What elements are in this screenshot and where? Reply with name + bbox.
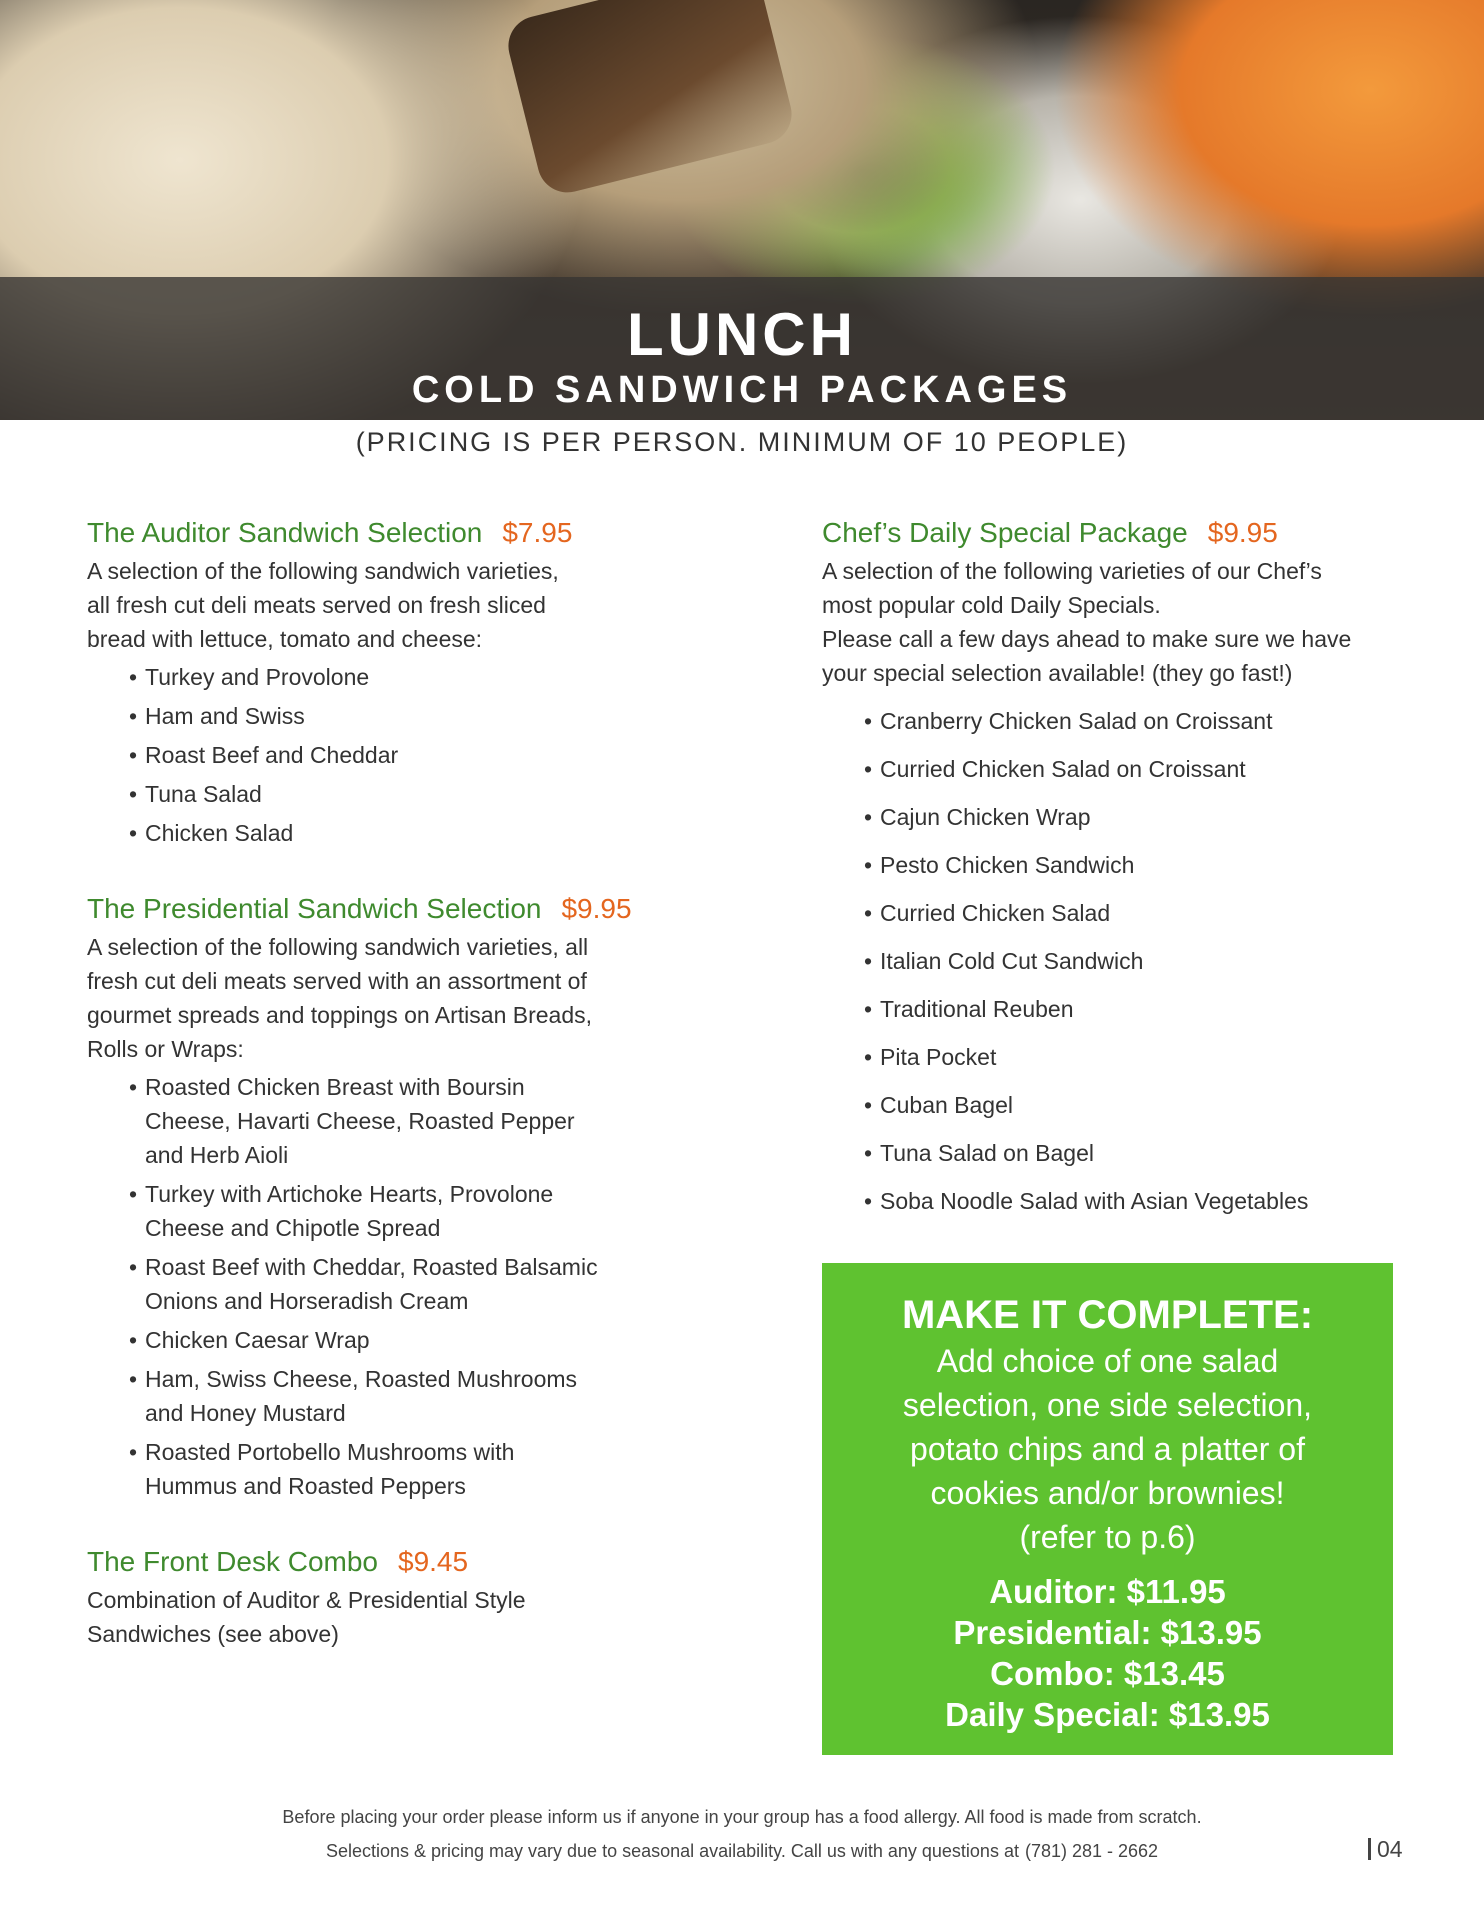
- right-column: [822, 512, 1422, 1256]
- desc-line: all fresh cut deli meats served on fresh sliced: [87, 592, 546, 618]
- complete-price-combo: Combo: $13.45: [990, 1655, 1225, 1692]
- item-line: Turkey with Artichoke Hearts, Provolone: [145, 1181, 554, 1207]
- presidential-price: $9.95: [561, 893, 632, 924]
- auditor-items: [87, 660, 727, 850]
- complete-line: potato chips and a platter of: [910, 1431, 1305, 1467]
- hero-photo-sandwich: [0, 0, 1484, 420]
- auditor-title: The Auditor Sandwich Selection: [87, 517, 483, 548]
- presidential-description: [87, 930, 727, 1066]
- complete-line: cookies and/or brownies!: [930, 1475, 1285, 1511]
- footer-availability-note: Selections & pricing may vary due to seasonal availability. Call us with any questions at: [325, 1841, 1019, 1861]
- presidential-title: The Presidential Sandwich Selection: [87, 893, 542, 924]
- combo-heading: [87, 1541, 727, 1583]
- auditor-heading: [87, 512, 727, 554]
- list-item: • Tuna Salad on Bagel: [864, 1136, 1422, 1170]
- list-item: • Pesto Chicken Sandwich: [864, 848, 1422, 882]
- footer: [0, 1800, 1484, 1868]
- chef-section: [822, 512, 1422, 1218]
- desc-line: gourmet spreads and toppings on Artisan Breads,: [87, 1002, 593, 1028]
- auditor-description: [87, 554, 727, 656]
- make-it-complete-box: [822, 1263, 1393, 1755]
- complete-price-presidential: Presidential: $13.95: [953, 1614, 1262, 1651]
- desc-line: A selection of the following varieties of our Chef’s: [822, 558, 1322, 584]
- desc-line: Please call a few days ahead to make sure we have: [822, 626, 1352, 652]
- complete-price-daily-special: Daily Special: $13.95: [945, 1696, 1270, 1733]
- list-item: • Traditional Reuben: [864, 992, 1422, 1026]
- list-item: • Turkey and Provolone: [129, 660, 727, 694]
- list-item: [129, 1435, 727, 1503]
- list-item: • Curried Chicken Salad: [864, 896, 1422, 930]
- combo-price: $9.45: [398, 1546, 469, 1577]
- bread-crust-graphic: [502, 0, 798, 199]
- page-title: LUNCH: [627, 301, 857, 368]
- pricing-note: (PRICING IS PER PERSON. MINIMUM OF 10 PEOPLE): [355, 427, 1129, 457]
- chef-items: [822, 704, 1422, 1218]
- desc-line: Combination of Auditor & Presidential Style: [87, 1587, 526, 1613]
- auditor-section: [87, 512, 727, 850]
- list-item: • Tuna Salad: [129, 777, 727, 811]
- list-item: [129, 1177, 727, 1245]
- list-item: • Cuban Bagel: [864, 1088, 1422, 1122]
- desc-line: fresh cut deli meats served with an assortment of: [87, 968, 587, 994]
- chef-heading: [822, 512, 1422, 554]
- auditor-price: $7.95: [502, 517, 573, 548]
- item-line: Cheese and Chipotle Spread: [145, 1215, 441, 1241]
- list-item: • Italian Cold Cut Sandwich: [864, 944, 1422, 978]
- desc-line: your special selection available! (they go fast!): [822, 660, 1293, 686]
- combo-title: The Front Desk Combo: [87, 1546, 378, 1577]
- complete-prices: [822, 1571, 1393, 1735]
- list-item: • Cajun Chicken Wrap: [864, 800, 1422, 834]
- list-item: • Curried Chicken Salad on Croissant: [864, 752, 1422, 786]
- phone-number: (781) 281 - 2662: [1024, 1841, 1159, 1861]
- list-item: • Chicken Salad: [129, 816, 727, 850]
- complete-title: MAKE IT COMPLETE:: [901, 1293, 1314, 1337]
- list-item: [129, 1323, 727, 1357]
- list-item: • Soba Noodle Salad with Asian Vegetables: [864, 1184, 1422, 1218]
- list-item: [129, 1070, 727, 1172]
- item-line: Hummus and Roasted Peppers: [145, 1473, 466, 1499]
- footer-contact-line: [0, 1834, 1484, 1868]
- item-line: Roasted Chicken Breast with Boursin: [145, 1074, 525, 1100]
- combo-section: [87, 1541, 727, 1651]
- page-number-value: 04: [1377, 1836, 1403, 1862]
- item-line: Cheese, Havarti Cheese, Roasted Pepper: [145, 1108, 575, 1134]
- list-item: • Cranberry Chicken Salad on Croissant: [864, 704, 1422, 738]
- presidential-heading: [87, 888, 727, 930]
- list-item: • Ham and Swiss: [129, 699, 727, 733]
- page-number-divider: [1368, 1838, 1371, 1860]
- combo-description: [87, 1583, 727, 1651]
- complete-line: selection, one side selection,: [902, 1387, 1313, 1423]
- desc-line: most popular cold Daily Specials.: [822, 592, 1161, 618]
- presidential-items: [87, 1070, 727, 1503]
- item-line: Ham, Swiss Cheese, Roasted Mushrooms: [145, 1366, 578, 1392]
- list-item: [129, 1362, 727, 1430]
- item-line: Roast Beef with Cheddar, Roasted Balsamic: [145, 1254, 598, 1280]
- item-line: and Honey Mustard: [145, 1400, 346, 1426]
- complete-description: [842, 1339, 1373, 1515]
- desc-line: A selection of the following sandwich varieties,: [87, 558, 559, 584]
- desc-line: Rolls or Wraps:: [87, 1036, 244, 1062]
- page-subtitle: COLD SANDWICH PACKAGES: [411, 369, 1073, 411]
- chef-description: [822, 554, 1422, 690]
- page-number: [1368, 1834, 1403, 1864]
- left-column: [87, 512, 727, 1689]
- desc-line: A selection of the following sandwich varieties, all: [87, 934, 589, 960]
- presidential-section: [87, 888, 727, 1503]
- desc-line: Sandwiches (see above): [87, 1621, 339, 1647]
- footer-allergy-note: Before placing your order please inform us if anyone in your group has a food allergy. All food is made from scratch.: [282, 1807, 1202, 1827]
- item-line: and Herb Aioli: [145, 1142, 289, 1168]
- list-item: • Roast Beef and Cheddar: [129, 738, 727, 772]
- item-line: Chicken Caesar Wrap: [145, 1327, 370, 1353]
- list-item: • Pita Pocket: [864, 1040, 1422, 1074]
- complete-reference: (refer to p.6): [1019, 1519, 1196, 1555]
- list-item: [129, 1250, 727, 1318]
- chef-price: $9.95: [1207, 517, 1278, 548]
- complete-price-auditor: Auditor: $11.95: [989, 1573, 1226, 1610]
- desc-line: bread with lettuce, tomato and cheese:: [87, 626, 483, 652]
- item-line: Roasted Portobello Mushrooms with: [145, 1439, 515, 1465]
- complete-line: Add choice of one salad: [936, 1343, 1279, 1379]
- item-line: Onions and Horseradish Cream: [145, 1288, 469, 1314]
- chef-title: Chef’s Daily Special Package: [822, 517, 1188, 548]
